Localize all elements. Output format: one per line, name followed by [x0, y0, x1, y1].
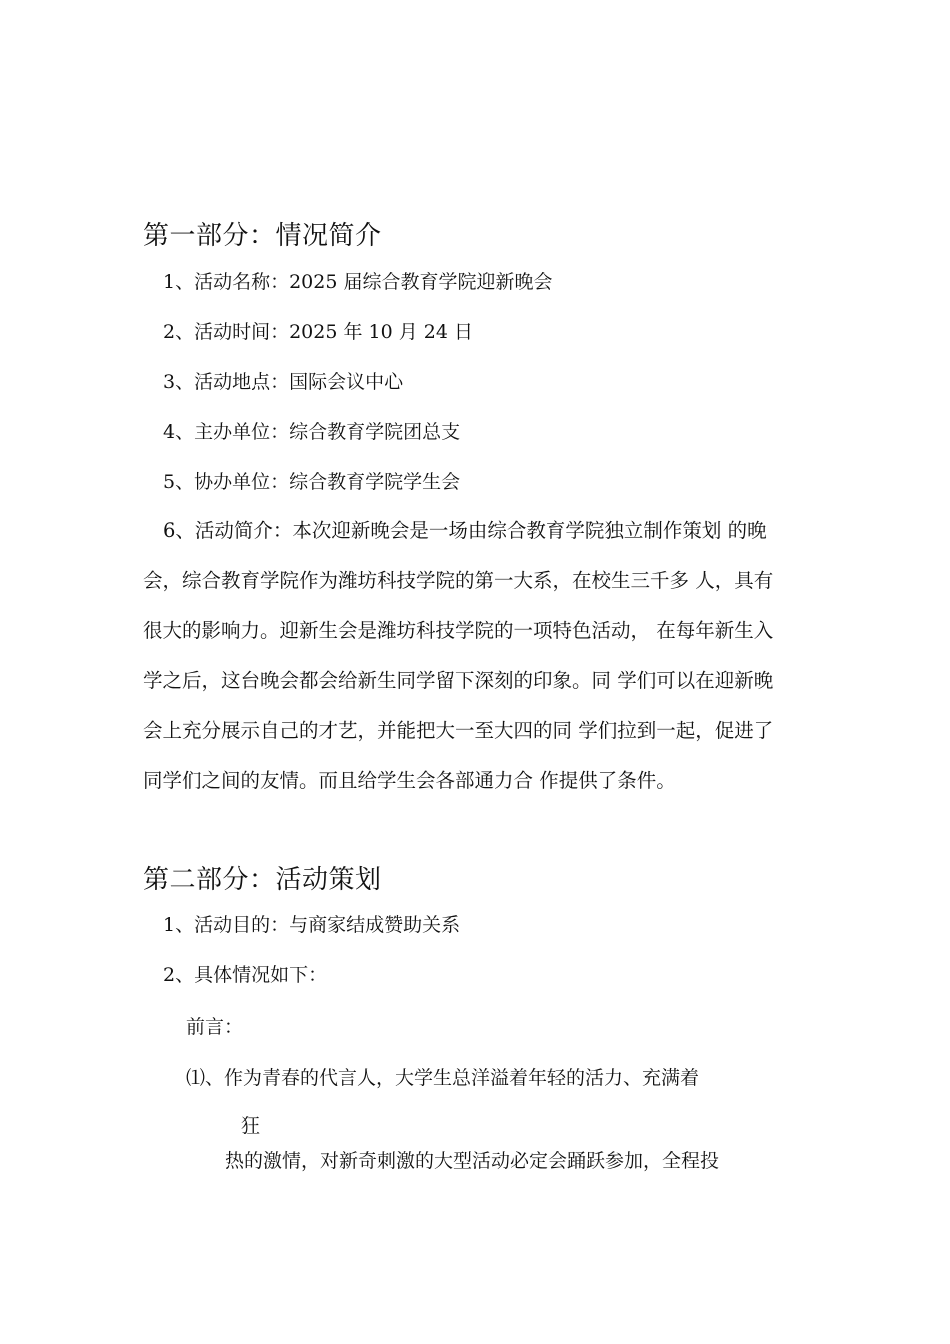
- point1-line3: 热的激情，对新奇刺激的大型活动必定会踊跃参加，全程投: [225, 1150, 720, 1172]
- intro-line: 很大的影响力。迎新生会是潍坊科技学院的一项特色活动， 在每年新生入: [143, 619, 774, 642]
- intro-line: 会上充分展示自己的才艺，并能把大一至大四的同 学们拉到一起，促进了: [143, 719, 774, 742]
- part2-heading: 第二部分：活动策划: [143, 865, 382, 895]
- intro-line: 6、活动简介：本次迎新晚会是一场由综合教育学院独立制作策划 的晚: [163, 519, 767, 542]
- point1-line1: ⑴、作为青春的代言人，大学生总洋溢着年轻的活力、充满着: [186, 1067, 700, 1089]
- point1-line2: 狂: [241, 1115, 261, 1137]
- part2-item-purpose: 1、活动目的：与商家结成赞助关系: [163, 914, 461, 936]
- part1-heading: 第一部分：情况简介: [143, 221, 382, 251]
- intro-line: 同学们之间的友情。而且给学生会各部通力合 作提供了条件。: [143, 769, 676, 792]
- intro-line: 会，综合教育学院作为潍坊科技学院的第一大系，在校生三千多 人，具有: [143, 569, 774, 592]
- part1-item-co-organizer: 5、协办单位：综合教育学院学生会: [163, 471, 461, 493]
- preface-label: 前言：: [186, 1016, 244, 1038]
- part1-item-location: 3、活动地点：国际会议中心: [163, 371, 404, 393]
- part1-item-name: 1、活动名称：2025 届综合教育学院迎新晚会: [163, 271, 553, 293]
- intro-line: 学之后，这台晚会都会给新生同学留下深刻的印象。同 学们可以在迎新晚: [143, 669, 774, 692]
- part1-item-time: 2、活动时间：2025 年 10 月 24 日: [163, 321, 473, 343]
- part1-item-organizer: 4、主办单位：综合教育学院团总支: [163, 421, 461, 443]
- part2-item-details: 2、具体情况如下：: [163, 964, 328, 986]
